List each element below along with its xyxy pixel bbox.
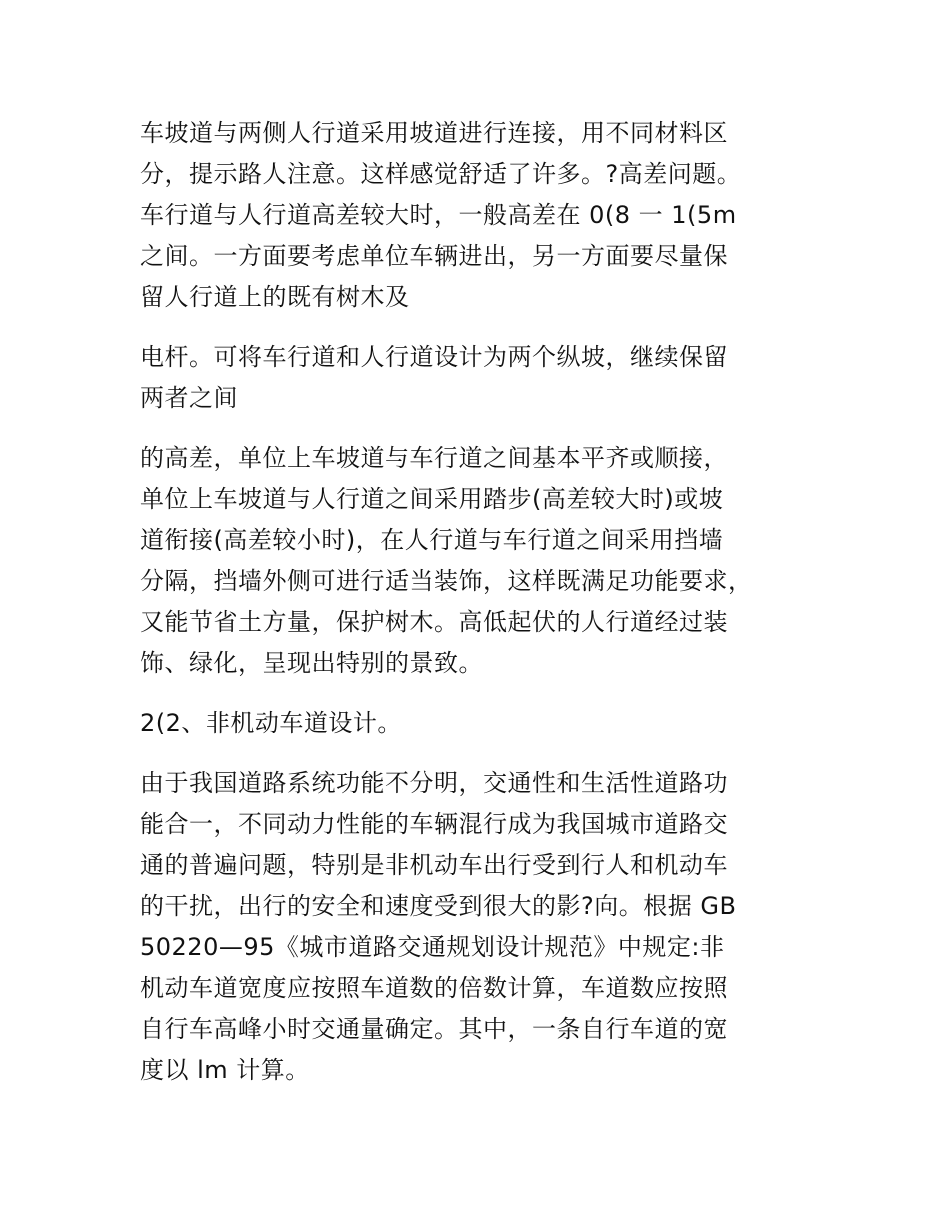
text-line: 饰、绿化，呈现出特别的景致。 [140, 649, 483, 677]
text-line: 50220—95《城市道路交通规划设计规范》中规定:非 [140, 933, 725, 961]
text-line: 2(2、非机动车道设计。 [140, 709, 402, 737]
text-line: 能合一，不同动力性能的车辆混行成为我国城市道路交 [140, 810, 728, 838]
text-line: 通的普遍问题，特别是非机动车出行受到行人和机动车 [140, 851, 728, 879]
text-line: 又能节省土方量，保护树木。高低起伏的人行道经过装 [140, 608, 728, 636]
text-line: 留人行道上的既有树木及 [140, 283, 410, 311]
text-line: 两者之间 [140, 384, 238, 412]
text-line: 分，提示路人注意。这样感觉舒适了许多。?高差问题。 [140, 160, 742, 188]
text-line: 度以 lm 计算。 [140, 1056, 310, 1084]
text-line: 的干扰，出行的安全和速度受到很大的影?向。根据 GB [140, 892, 737, 920]
text-line: 之间。一方面要考虑单位车辆进出，另一方面要尽量保 [140, 242, 728, 270]
text-line: 电杆。可将车行道和人行道设计为两个纵坡，继续保留 [140, 343, 728, 371]
text-line: 道衔接(高差较小时)，在人行道与车行道之间采用挡墙 [140, 526, 724, 554]
text-line: 车坡道与两侧人行道采用坡道进行连接，用不同材料区 [140, 119, 728, 147]
text-line: 的高差，单位上车坡道与车行道之间基本平齐或顺接， [140, 444, 728, 472]
text-line: 由于我国道路系统功能不分明，交通性和生活性道路功 [140, 769, 728, 797]
text-line: 自行车高峰小时交通量确定。其中，一条自行车道的宽 [140, 1015, 728, 1043]
text-line: 单位上车坡道与人行道之间采用踏步(高差较大时)或坡 [140, 485, 724, 513]
text-line: 分隔，挡墙外侧可进行适当装饰，这样既满足功能要求， [140, 567, 753, 595]
text-line: 机动车道宽度应按照车道数的倍数计算，车道数应按照 [140, 974, 728, 1002]
text-line: 车行道与人行道高差较大时，一般高差在 0(8 一 1(5m [140, 201, 737, 229]
